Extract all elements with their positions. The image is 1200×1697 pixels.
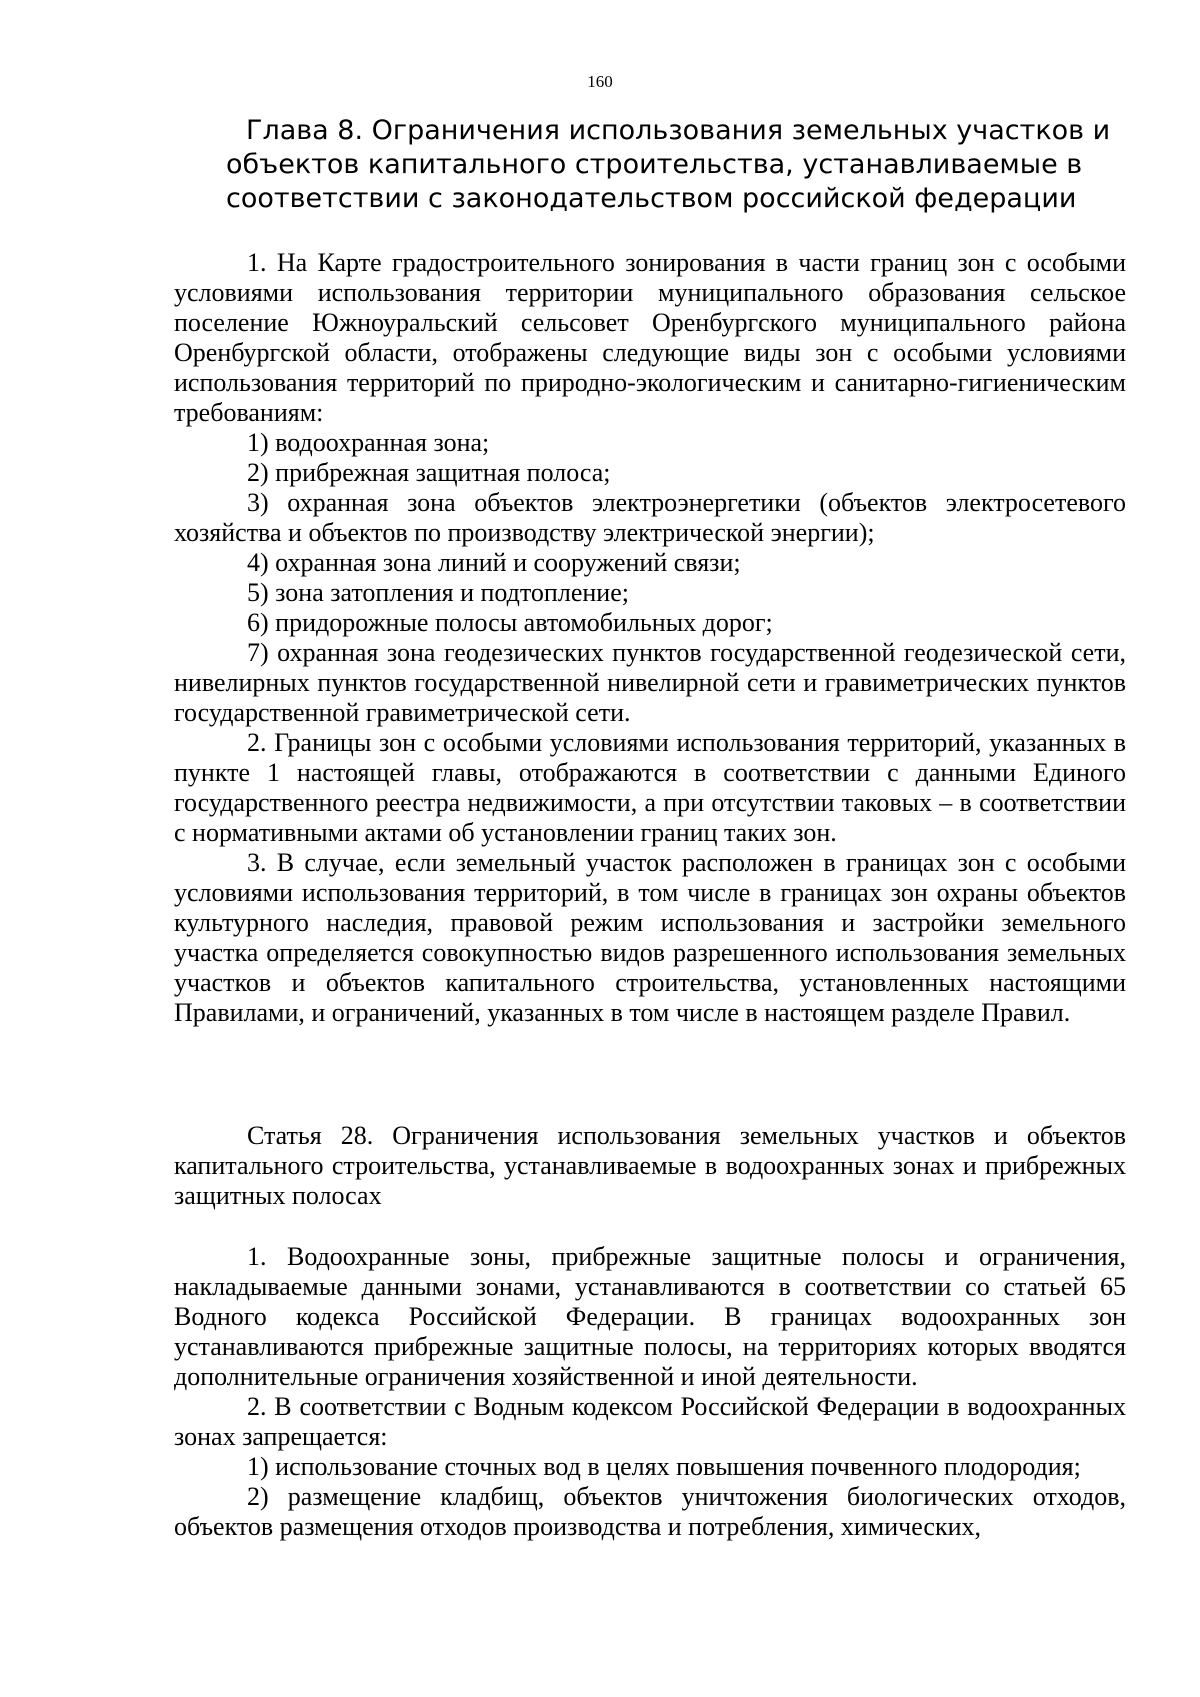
list-item: 5) зона затопления и подтопление;: [247, 578, 629, 607]
list-item: 6) придорожные полосы автомобильных дорог;: [247, 608, 773, 637]
chapter-body: [174, 248, 1126, 1028]
paragraph: 2. Границы зон с особыми условиями использования территорий, указанных в пункте 1 настоящей главы, отображаются в соответствии с данными Единого государственного реестра недвижимости, а при отсутствии таковых – в соответствии с нормативными актами об установлении границ таких зон.: [174, 728, 1126, 847]
chapter-title: [226, 114, 1111, 216]
paragraph: 1. На Карте градостроительного зонирования в части границ зон с особыми условиями использования территории муниципального образования сельское поселение Южноуральский сельсовет Оренбургского муниципального района Оренбургской области, отображены следующие виды зон с особыми условиями использования территорий по природно-экологическим и санитарно-гигиеническим требованиям:: [174, 248, 1126, 427]
list-item: 7) охранная зона геодезических пунктов государственной геодезической сети, нивелирных пунктов государственной нивелирной сети и гравиметрических пунктов государственной гравиметрической сети.: [174, 638, 1126, 727]
list-item: 2) размещение кладбищ, объектов уничтожения биологических отходов, объектов размещения отходов производства и потребления, химических,: [174, 1482, 1126, 1541]
paragraph: 2. В соответствии с Водным кодексом Российской Федерации в водоохранных зонах запрещается:: [174, 1392, 1126, 1451]
list-item: 1) водоохранная зона;: [247, 428, 490, 457]
chapter-title-line: объектов капитального строительства, устанавливаемые в: [226, 149, 1083, 180]
article-heading: Статья 28. Ограничения использования земельных участков и объектов капитального строительства, устанавливаемые в водоохранных зонах и прибрежных защитных полосах: [174, 1121, 1126, 1210]
chapter-title-line: соответствии с законодательством российской федерации: [226, 183, 1077, 214]
page-number: 160: [587, 72, 613, 91]
article-body: [174, 1242, 1126, 1542]
paragraph: 3. В случае, если земельный участок расположен в границах зон с особыми условиями использования территорий, в том числе в границах зон охраны объектов культурного наследия, правовой режим использования и застройки земельного участка определяется совокупностью видов разрешенного использования земельных участков и объектов капитального строительства, установленных настоящими Правилами, и ограничений, указанных в том числе в настоящем разделе Правил.: [174, 848, 1126, 1027]
list-item: 2) прибрежная защитная полоса;: [247, 458, 611, 487]
paragraph: 1. Водоохранные зоны, прибрежные защитные полосы и ограничения, накладываемые данными зонами, устанавливаются в соответствии со статьей 65 Водного кодекса Российской Федерации. В границах водоохранных зон устанавливаются прибрежные защитные полосы, на территориях которых вводятся дополнительные ограничения хозяйственной и иной деятельности.: [174, 1242, 1126, 1391]
chapter-title-line: Глава 8. Ограничения использования земельных участков и: [246, 115, 1111, 146]
list-item: 4) охранная зона линий и сооружений связи;: [247, 548, 741, 577]
list-item: 3) охранная зона объектов электроэнергетики (объектов электросетевого хозяйства и объектов по производству электрической энергии);: [174, 488, 1126, 547]
list-item: 1) использование сточных вод в целях повышения почвенного плодородия;: [247, 1452, 1081, 1481]
